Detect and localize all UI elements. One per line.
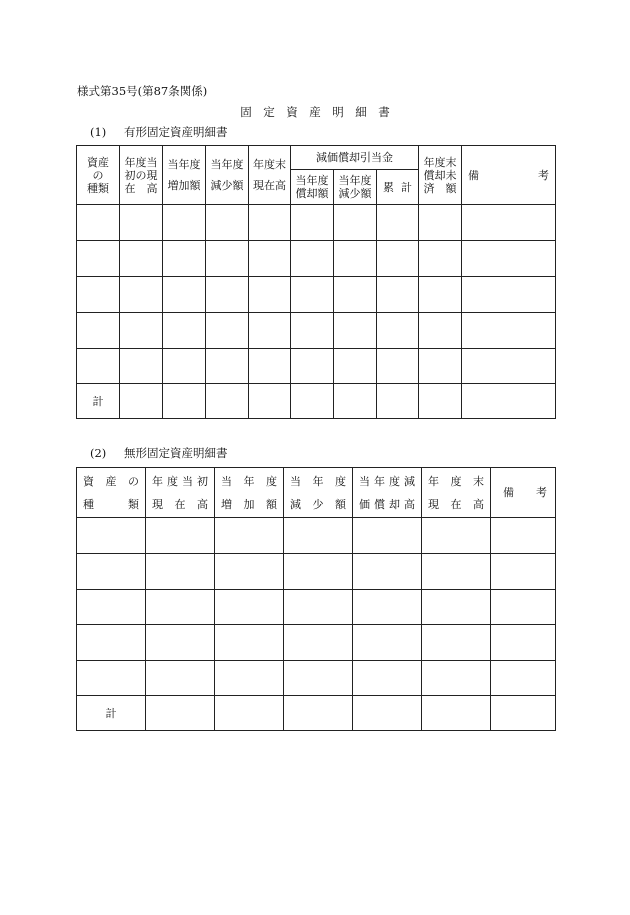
col-begin-l2: 初の現: [124, 168, 158, 182]
cell[interactable]: [462, 384, 556, 419]
cell[interactable]: [215, 661, 284, 696]
cell[interactable]: [249, 241, 291, 277]
table1-header-row-1: [77, 146, 556, 170]
cell[interactable]: [284, 590, 353, 625]
section1-number: (1): [90, 125, 107, 139]
col-increase: [163, 146, 206, 205]
cell[interactable]: [462, 313, 556, 349]
cell[interactable]: [249, 205, 291, 241]
col-end-dep-l2: 償却未: [423, 168, 457, 182]
col-end-dep-l1: 年度末: [423, 155, 457, 169]
col-remarks-b: 考: [536, 486, 547, 499]
col-increase-l1: 当年度: [167, 158, 201, 171]
cell[interactable]: [422, 518, 491, 554]
col-dep-current-l2: 償却額: [295, 187, 329, 200]
cell[interactable]: [77, 313, 120, 349]
cell[interactable]: [215, 590, 284, 625]
cell[interactable]: [206, 241, 249, 277]
cell[interactable]: [377, 205, 419, 241]
section2-title-text: 無形固定資産明細書: [124, 446, 228, 460]
col-asset-type: [77, 468, 146, 518]
cell[interactable]: [353, 518, 422, 554]
col-decrease-l1: 当年度: [210, 158, 244, 171]
col-begin-l1: 年度当: [124, 155, 158, 169]
intangible-assets-table: [76, 467, 556, 731]
col-increase-l1: 当年度: [221, 474, 277, 488]
cell[interactable]: [419, 205, 462, 241]
table-row: [77, 590, 556, 625]
table-row: [77, 661, 556, 696]
cell[interactable]: [491, 661, 556, 696]
cell[interactable]: [291, 384, 334, 419]
cell[interactable]: [249, 349, 291, 384]
form-number: 様式第35号(第87条関係): [77, 84, 208, 98]
cell[interactable]: [419, 384, 462, 419]
cell[interactable]: [249, 313, 291, 349]
cell[interactable]: [291, 241, 334, 277]
cell[interactable]: [284, 696, 353, 731]
cell[interactable]: [462, 241, 556, 277]
table-row: [77, 518, 556, 554]
col-decrease-l2: 減少額: [210, 179, 244, 192]
col-asset-type-l2: の: [92, 168, 104, 182]
table-total-row: [77, 384, 556, 419]
cell[interactable]: [120, 277, 163, 313]
col-end-dep-l3: 済 額: [423, 181, 457, 195]
total-label: 計: [77, 384, 120, 419]
col-end-balance: [249, 146, 291, 205]
cell[interactable]: [353, 661, 422, 696]
cell[interactable]: [206, 277, 249, 313]
col-amort-l2: 価償却高: [359, 497, 415, 511]
col-end-undepreciated: [419, 146, 462, 205]
col-amortization: [353, 468, 422, 518]
col-decrease-l1: 当年度: [290, 474, 346, 488]
cell[interactable]: [146, 590, 215, 625]
col-increase-l2: 増加額: [221, 497, 277, 511]
table2-header-row: [77, 468, 556, 518]
cell[interactable]: [334, 384, 377, 419]
col-end-l2: 現在高: [253, 179, 286, 192]
cell[interactable]: [120, 349, 163, 384]
cell[interactable]: [163, 241, 206, 277]
col-decrease: [206, 146, 249, 205]
cell[interactable]: [334, 241, 377, 277]
table-row: [77, 313, 556, 349]
col-begin-l1: 年度当初: [152, 474, 208, 488]
cell[interactable]: [377, 384, 419, 419]
cell[interactable]: [77, 518, 146, 554]
col-decrease: [284, 468, 353, 518]
col-remarks: [491, 468, 556, 518]
cell[interactable]: [353, 554, 422, 590]
col-asset-type-l2: 種 類: [83, 497, 139, 511]
col-dep-current: [291, 170, 334, 205]
cell[interactable]: [215, 625, 284, 661]
cell[interactable]: [146, 696, 215, 731]
col-end-l2: 現在高: [428, 497, 484, 511]
col-asset-type-l1: 資産: [87, 155, 109, 169]
cell[interactable]: [353, 625, 422, 661]
cell[interactable]: [422, 696, 491, 731]
table-row: [77, 241, 556, 277]
cell[interactable]: [77, 554, 146, 590]
cell[interactable]: [334, 277, 377, 313]
cell[interactable]: [491, 625, 556, 661]
section2-number: (2): [90, 446, 107, 460]
col-begin-balance: [146, 468, 215, 518]
table-row: [77, 554, 556, 590]
cell[interactable]: [146, 661, 215, 696]
col-depreciation-group: 減価償却引当金: [291, 146, 419, 170]
cell[interactable]: [163, 205, 206, 241]
cell[interactable]: [419, 349, 462, 384]
cell[interactable]: [163, 277, 206, 313]
cell[interactable]: [215, 554, 284, 590]
cell[interactable]: [422, 661, 491, 696]
cell[interactable]: [491, 696, 556, 731]
cell[interactable]: [77, 277, 120, 313]
tangible-assets-table: [76, 145, 556, 419]
table-row: [77, 625, 556, 661]
cell[interactable]: [353, 696, 422, 731]
cell[interactable]: [419, 277, 462, 313]
cell[interactable]: [353, 590, 422, 625]
cell[interactable]: [206, 205, 249, 241]
cell[interactable]: [206, 313, 249, 349]
cell[interactable]: [146, 554, 215, 590]
col-remarks-a: 備: [503, 486, 514, 499]
section2-title: [90, 445, 228, 461]
cell[interactable]: [334, 313, 377, 349]
col-decrease-l2: 減少額: [290, 497, 346, 511]
cell[interactable]: [77, 590, 146, 625]
document-title: 固 定 資 産 明 細 書: [240, 105, 390, 119]
cell[interactable]: [77, 625, 146, 661]
cell[interactable]: [334, 349, 377, 384]
cell[interactable]: [377, 277, 419, 313]
cell[interactable]: [284, 518, 353, 554]
cell[interactable]: [120, 241, 163, 277]
cell[interactable]: [77, 241, 120, 277]
col-increase-l2: 増加額: [167, 179, 201, 192]
col-begin-l3: 在 高: [124, 181, 158, 195]
cell[interactable]: [249, 277, 291, 313]
cell[interactable]: [291, 205, 334, 241]
cell[interactable]: [377, 349, 419, 384]
cell[interactable]: [291, 313, 334, 349]
cell[interactable]: [334, 205, 377, 241]
section1-title: [90, 124, 228, 140]
col-dep-total-b: 計: [401, 180, 412, 194]
col-dep-decrease: [334, 170, 377, 205]
cell[interactable]: [491, 518, 556, 554]
cell[interactable]: [291, 349, 334, 384]
col-begin-l2: 現在高: [152, 497, 208, 511]
cell[interactable]: [77, 205, 120, 241]
cell[interactable]: [377, 241, 419, 277]
cell[interactable]: [120, 205, 163, 241]
cell[interactable]: [215, 518, 284, 554]
cell[interactable]: [146, 625, 215, 661]
col-remarks-b: 考: [538, 168, 549, 182]
cell[interactable]: [419, 241, 462, 277]
cell[interactable]: [377, 313, 419, 349]
col-dep-total-a: 累: [383, 180, 394, 194]
col-remarks: [462, 146, 556, 205]
cell[interactable]: [120, 313, 163, 349]
cell[interactable]: [163, 349, 206, 384]
cell[interactable]: [206, 384, 249, 419]
cell[interactable]: [422, 590, 491, 625]
cell[interactable]: [249, 384, 291, 419]
cell[interactable]: [215, 696, 284, 731]
col-dep-decrease-l1: 当年度: [338, 174, 372, 187]
table-row: [77, 205, 556, 241]
col-end-l1: 年度末: [428, 474, 484, 488]
cell[interactable]: [491, 554, 556, 590]
cell[interactable]: [284, 661, 353, 696]
cell[interactable]: [462, 277, 556, 313]
cell[interactable]: [462, 205, 556, 241]
cell[interactable]: [77, 349, 120, 384]
cell[interactable]: [291, 277, 334, 313]
col-remarks-a: 備: [468, 168, 479, 182]
cell[interactable]: [146, 518, 215, 554]
table-total-row: [77, 696, 556, 731]
cell[interactable]: [284, 625, 353, 661]
col-asset-type: [77, 146, 120, 205]
cell[interactable]: [284, 554, 353, 590]
cell[interactable]: [419, 313, 462, 349]
cell[interactable]: [462, 349, 556, 384]
cell[interactable]: [120, 384, 163, 419]
col-end-l1: 年度末: [253, 158, 286, 171]
col-asset-type-l1: 資産の: [83, 474, 139, 488]
cell[interactable]: [77, 661, 146, 696]
cell[interactable]: [163, 384, 206, 419]
section1-title-text: 有形固定資産明細書: [124, 125, 228, 139]
col-dep-total: [377, 170, 419, 205]
total-label: 計: [77, 696, 146, 731]
cell[interactable]: [206, 349, 249, 384]
col-begin-balance: [120, 146, 163, 205]
cell[interactable]: [422, 625, 491, 661]
cell[interactable]: [491, 590, 556, 625]
cell[interactable]: [422, 554, 491, 590]
cell[interactable]: [163, 313, 206, 349]
col-amort-l1: 当年度減: [359, 474, 415, 488]
col-increase: [215, 468, 284, 518]
table-row: [77, 277, 556, 313]
col-dep-decrease-l2: 減少額: [338, 187, 372, 200]
col-dep-current-l1: 当年度: [295, 174, 329, 187]
col-asset-type-l3: 種類: [87, 181, 109, 195]
table-row: [77, 349, 556, 384]
col-end-balance: [422, 468, 491, 518]
